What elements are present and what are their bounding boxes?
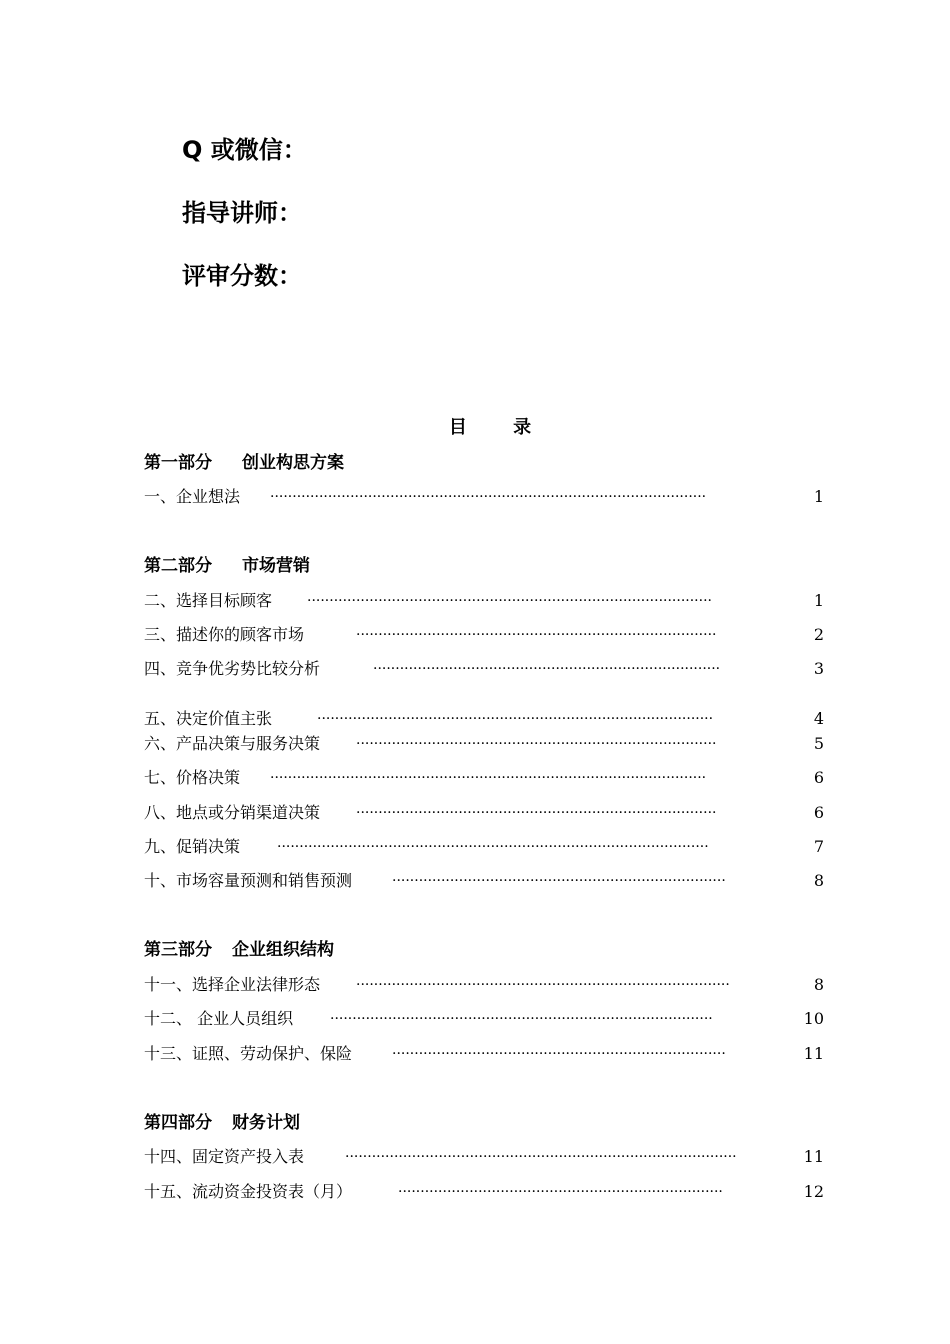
section-part: 第二部分	[144, 556, 212, 576]
toc-leader-dots: ····················································································	[356, 977, 730, 993]
score-field-label: 评审分数：	[182, 262, 302, 290]
toc-entry-page: 11	[803, 1044, 824, 1063]
toc-entry-page: 6	[813, 768, 824, 787]
toc-entry-page: 8	[813, 975, 824, 994]
toc-entry-label: 二、选择目标顾客	[144, 591, 273, 610]
toc-leader-dots: ·························································································	[317, 711, 714, 727]
toc-entry-page: 4	[813, 709, 824, 728]
toc-entry-label: 八、地点或分销渠道决策	[144, 803, 321, 822]
toc-entry-label: 十一、选择企业法律形态	[144, 975, 321, 994]
toc-entry-label: 五、决定价值主张	[144, 709, 273, 728]
toc-section-heading	[144, 452, 344, 474]
section-name: 市场营销	[242, 556, 310, 576]
toc-entry-label: 四、竞争优劣势比较分析	[144, 659, 321, 678]
toc-entry[interactable]	[144, 1146, 824, 1168]
toc-entry-page: 10	[803, 1009, 824, 1028]
toc-entry-label: 六、产品决策与服务决策	[144, 734, 321, 753]
toc-entry[interactable]	[144, 1181, 824, 1203]
toc-entry-label: 七、价格决策	[144, 768, 241, 787]
toc-entry[interactable]	[144, 486, 824, 508]
toc-title: 目 录	[448, 417, 552, 438]
toc-entry-page: 3	[813, 659, 824, 678]
toc-entry[interactable]	[144, 624, 824, 646]
toc-entry-page: 6	[813, 803, 824, 822]
toc-leader-dots: ·································································································	[277, 839, 709, 855]
toc-entry-label: 十三、证照、劳动保护、保险	[144, 1044, 353, 1063]
toc-entry[interactable]	[144, 974, 824, 996]
toc-entry-page: 1	[813, 487, 824, 506]
section-part: 第三部分	[144, 940, 212, 960]
toc-entry-page: 11	[803, 1147, 824, 1166]
toc-entry-label: 九、促销决策	[144, 837, 241, 856]
toc-leader-dots: ·················································································	[356, 805, 717, 821]
toc-entry[interactable]	[144, 870, 824, 892]
section-part: 第一部分	[144, 453, 212, 473]
toc-leader-dots: ··································································································	[270, 489, 707, 505]
toc-entry-page: 7	[813, 837, 824, 856]
toc-entry-page: 12	[803, 1182, 824, 1201]
toc-leader-dots: ······················································································	[330, 1011, 713, 1027]
toc-entry[interactable]	[144, 802, 824, 824]
toc-leader-dots: ··············································································	[373, 661, 721, 677]
toc-entry-label: 十二、 企业人员组织	[144, 1009, 294, 1028]
toc-entry[interactable]	[144, 658, 824, 680]
section-name: 创业构思方案	[242, 453, 344, 473]
toc-leader-dots: ·········································································	[398, 1184, 723, 1200]
toc-leader-dots: ························································································	[345, 1149, 737, 1165]
toc-entry-page: 5	[813, 734, 824, 753]
toc-leader-dots: ··································································································	[270, 770, 707, 786]
toc-entry-page: 1	[813, 591, 824, 610]
toc-section-heading	[144, 1112, 300, 1134]
toc-entry[interactable]	[144, 590, 824, 612]
toc-entry-label: 十、市场容量预测和销售预测	[144, 871, 353, 890]
section-part: 第四部分	[144, 1113, 212, 1133]
toc-entry-label: 一、企业想法	[144, 487, 241, 506]
toc-entry-page: 2	[813, 625, 824, 644]
toc-entry[interactable]	[144, 1008, 824, 1030]
toc-leader-dots: ···········································································	[392, 873, 726, 889]
toc-entry[interactable]	[144, 767, 824, 789]
toc-entry-label: 十四、固定资产投入表	[144, 1147, 305, 1166]
toc-leader-dots: ···········································································	[392, 1046, 726, 1062]
toc-entry-label: 三、描述你的顾客市场	[144, 625, 305, 644]
toc-entry-page: 8	[813, 871, 824, 890]
toc-leader-dots: ···························································································	[307, 593, 712, 609]
toc-section-heading	[144, 555, 310, 577]
toc-entry[interactable]	[144, 733, 824, 755]
toc-leader-dots: ·················································································	[356, 627, 717, 643]
toc-leader-dots: ·················································································	[356, 736, 717, 752]
section-name: 财务计划	[232, 1113, 300, 1133]
toc-entry[interactable]	[144, 1043, 824, 1065]
section-name: 企业组织结构	[232, 940, 334, 960]
instructor-field-label: 指导讲师：	[182, 199, 302, 227]
toc-entry[interactable]	[144, 708, 824, 730]
toc-entry-label: 十五、流动资金投资表（月）	[144, 1182, 353, 1201]
toc-section-heading	[144, 939, 334, 961]
contact-field-label: Q 或微信：	[182, 136, 307, 164]
toc-entry[interactable]	[144, 836, 824, 858]
